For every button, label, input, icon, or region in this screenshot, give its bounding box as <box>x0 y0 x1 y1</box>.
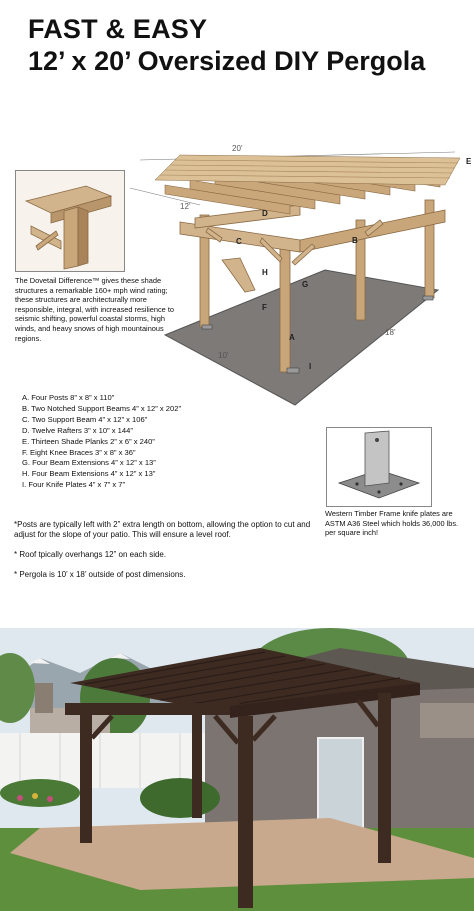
part-item: F. Eight Knee Braces 3” x 8” x 36” <box>22 447 136 457</box>
pergola-post <box>192 708 202 818</box>
loose-knee-brace <box>222 258 255 292</box>
pergola-post <box>238 716 253 908</box>
pergola-post <box>80 713 92 843</box>
knife-plate-inset <box>326 427 432 507</box>
label-D: D <box>262 209 268 218</box>
part-item: A. Four Posts 8” x 8” x 110” <box>22 393 115 402</box>
title-line-1: FAST & EASY <box>28 14 208 44</box>
notes <box>14 520 314 590</box>
label-C: C <box>236 237 242 246</box>
pergola-post <box>378 693 391 863</box>
label-A: A <box>289 333 295 342</box>
dovetail-joint-inset <box>15 170 125 272</box>
part-item: H. Four Beam Extensions 4” x 12” x 13” <box>22 469 156 479</box>
note-dimensions: * Pergola is 10’ x 18’ outside of post dimensions. <box>14 570 186 579</box>
knife-plate-3 <box>423 296 433 300</box>
label-G: G <box>302 280 309 289</box>
label-H: H <box>262 268 268 277</box>
shade-planks <box>155 155 460 185</box>
part-item: I. Four Knife Plates 4” x 7” x 7” <box>22 480 125 490</box>
label-F: F <box>262 303 267 312</box>
knife-plate-2 <box>202 325 212 329</box>
label-E: E <box>466 157 472 166</box>
part-item: C. Two Support Beam 4” x 12” x 106” <box>22 414 148 424</box>
floor-dim-1: 10’ <box>218 351 229 360</box>
note-posts: *Posts are typically left with 2” extra length on bottom, allowing the option to cut and adjust for the slope of your patio. This will ensure a level roof. <box>14 520 311 539</box>
parts-list <box>22 393 181 491</box>
part-item: G. Four Beam Extensions 4” x 12” x 13” <box>22 458 156 468</box>
finished-pergola-photo <box>0 628 474 911</box>
label-I: I <box>309 362 312 371</box>
part-item: D. Twelve Rafters 3” x 10” x 144” <box>22 425 133 435</box>
part-item: E. Thirteen Shade Planks 2” x 6” x 240” <box>22 436 155 446</box>
dim-width-label: 12’ <box>180 202 191 211</box>
dim-length-label: 20’ <box>232 144 243 153</box>
label-B: B <box>352 236 358 245</box>
dovetail-description: The Dovetail Difference™ gives these shade structures a remarkable 160+ mph wind rating; these structures are architecturally more responsible, integral, with increased resilience to seismic shifting, powerful coastal storms, high winds, and heavy snows of high mountainous regions. <box>15 276 174 343</box>
knife-plate-1 <box>287 368 299 373</box>
knife-plate-description: Western Timber Frame knife plates are ASTM A36 Steel which holds 36,000 lbs. per square inch! <box>325 509 459 538</box>
part-item: B. Two Notched Support Beams 4” x 12” x 202” <box>22 403 181 413</box>
note-overhang: * Roof tpically overhangs 12” on each side. <box>14 550 167 559</box>
floor-dim-2: 18’ <box>385 328 396 337</box>
title-line-2: 12’ x 20’ Oversized DIY Pergola <box>28 46 426 76</box>
